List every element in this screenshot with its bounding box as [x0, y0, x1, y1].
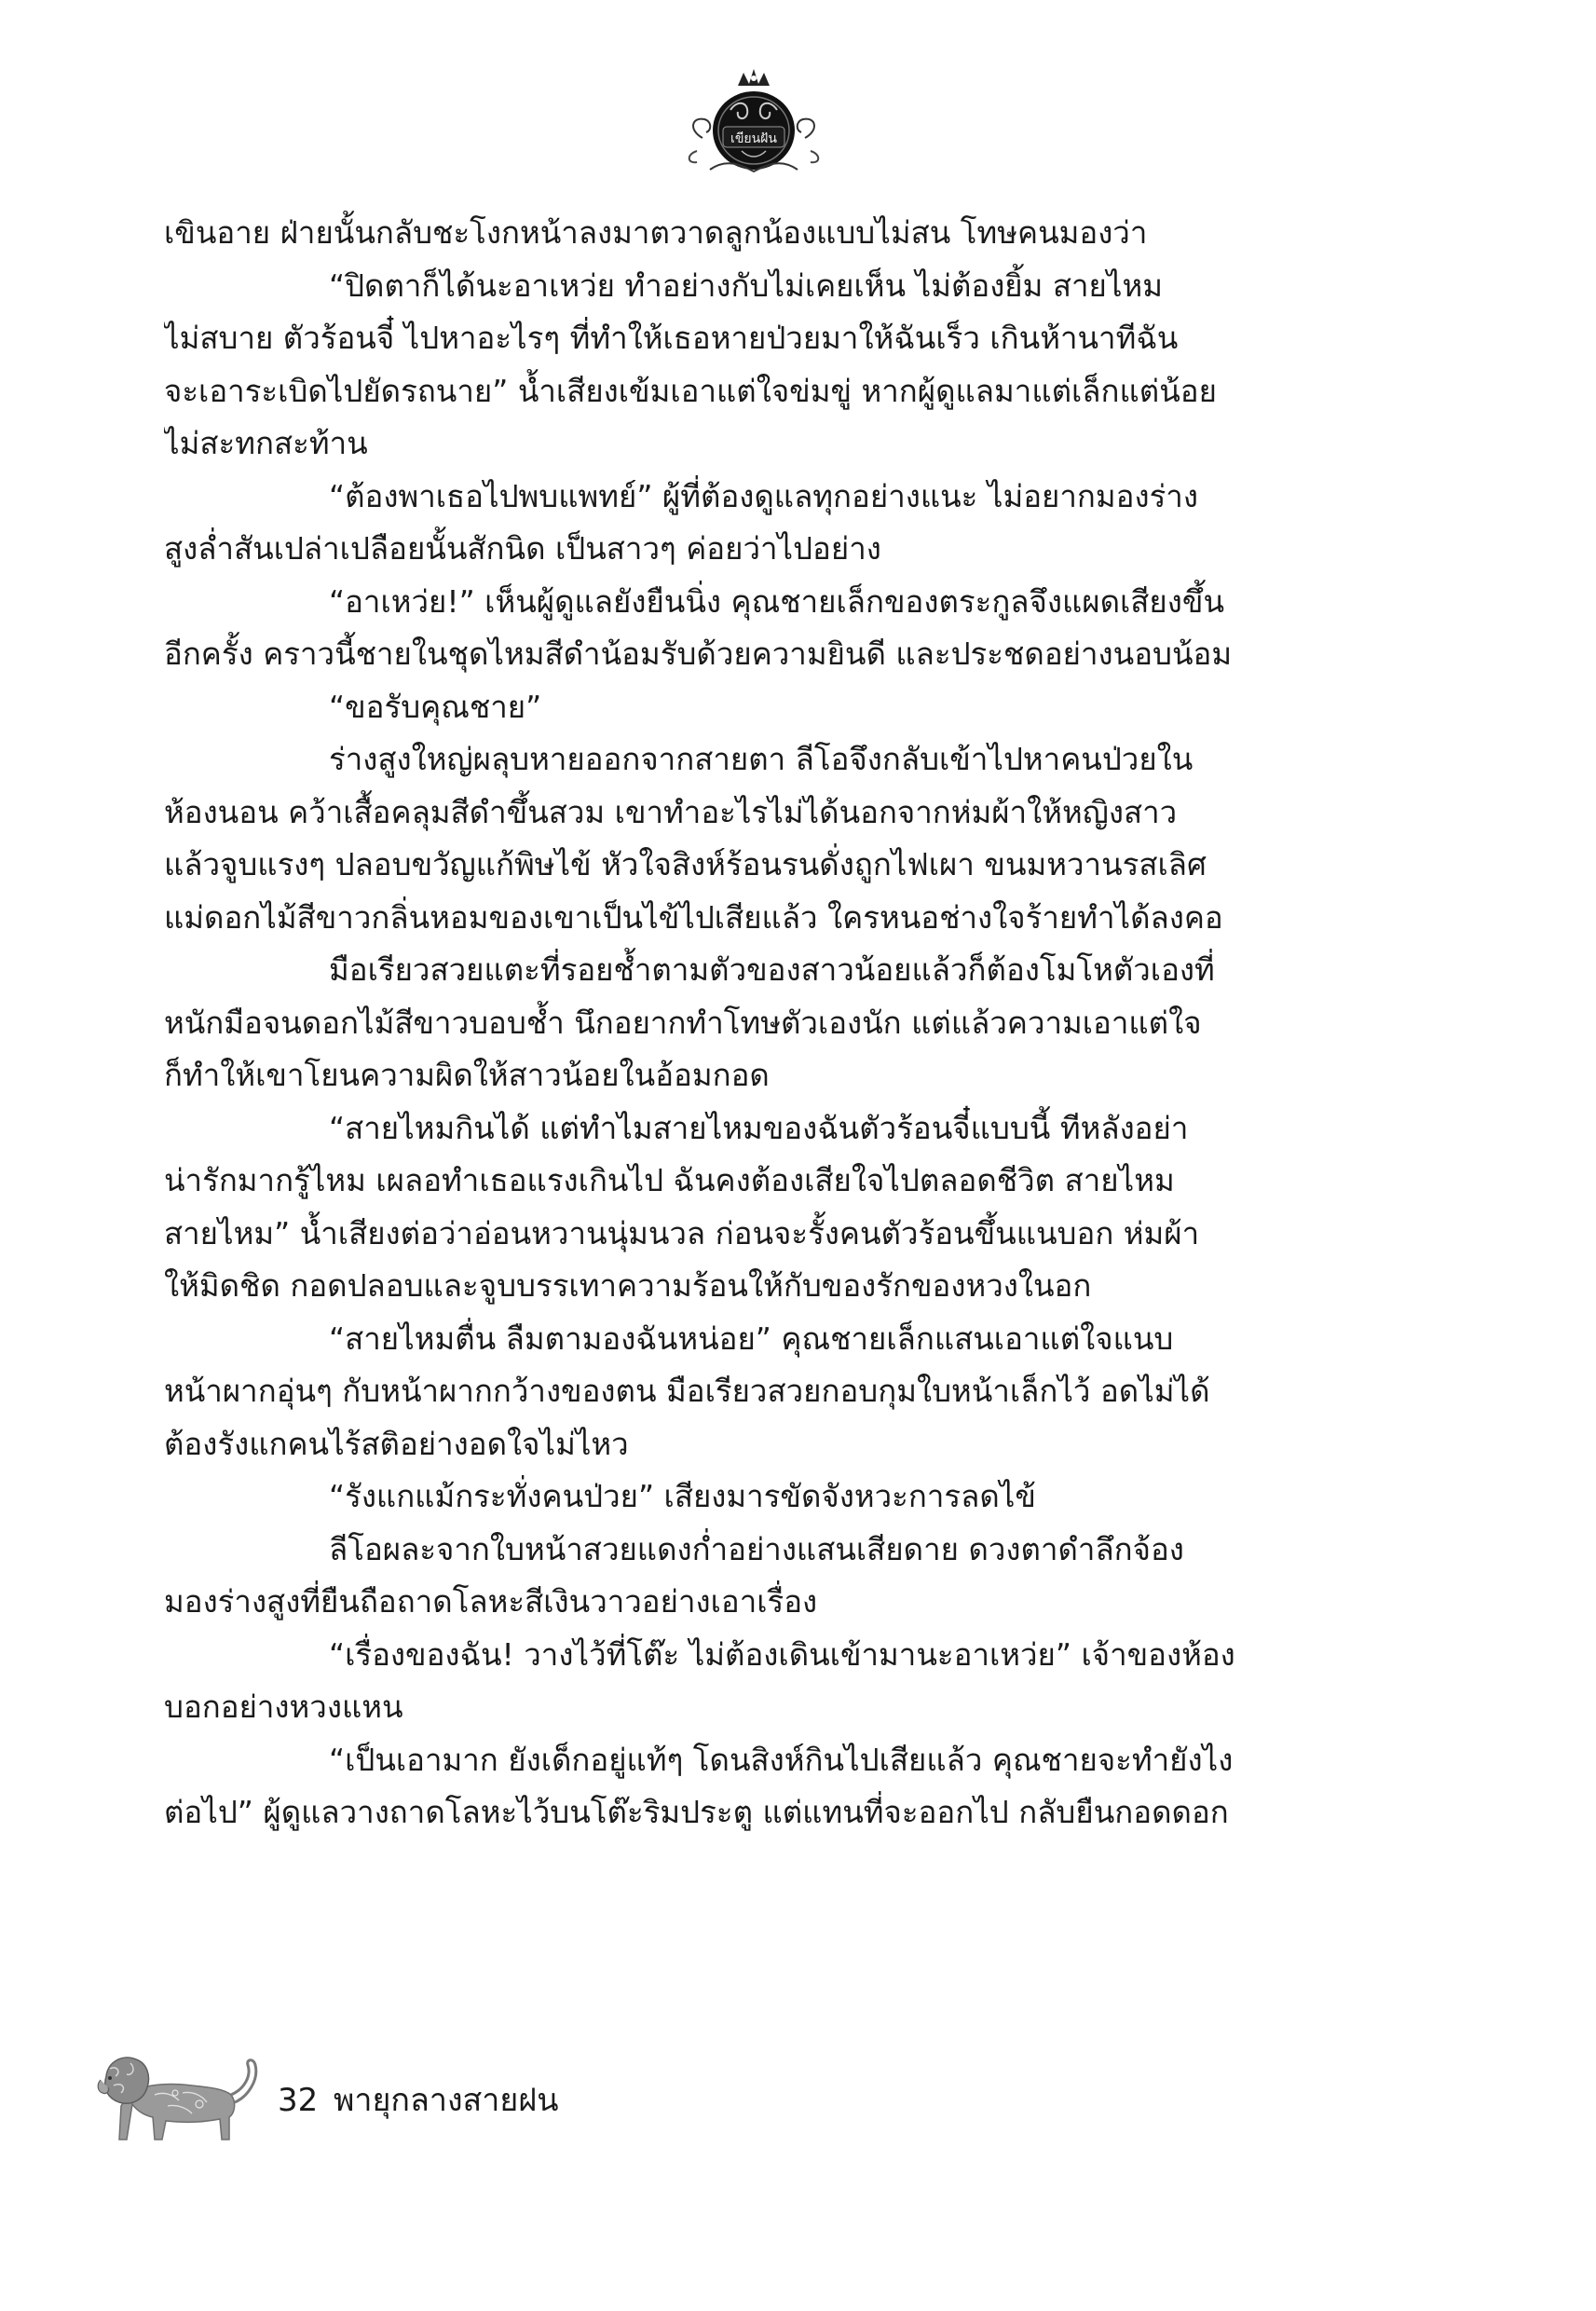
page-footer: [89, 2048, 742, 2151]
text-line: “ปิดตาก็ได้นะอาเหว่ย ทำอย่างกับไม่เคยเห็น ไม่ต้องยิ้ม สายไหม: [329, 267, 1163, 304]
text-line: “เป็นเอามาก ยังเด็กอยู่แท้ๆ โดนสิงห์กินไปเสียแล้ว คุณชายจะทำยังไง: [329, 1741, 1234, 1778]
text-line: แม่ดอกไม้สีขาวกลิ่นหอมของเขาเป็นไข้ไปเสียแล้ว ใครหนอช่างใจร้ายทำได้ลงคอ: [164, 898, 1223, 936]
text-line: มือเรียวสวยแตะที่รอยช้ำตามตัวของสาวน้อยแล้วก็ต้องโมโหตัวเองที่: [329, 951, 1215, 988]
text-line: “สายไหมกินได้ แต่ทำไมสายไหมของฉันตัวร้อนจี๋แบบนี้ ทีหลังอย่า: [329, 1109, 1189, 1146]
book-title: พายุกลางสายฝน: [334, 2082, 559, 2119]
text-line: ไม่สบาย ตัวร้อนจี๋ ไปหาอะไรๆ ที่ทำให้เธอหายป่วยมาให้ฉันเร็ว เกินห้านาทีฉัน: [164, 320, 1179, 356]
text-line: ก็ทำให้เขาโยนความผิดให้สาวน้อยในอ้อมกอด: [164, 1057, 770, 1093]
body-text: [164, 207, 1329, 1839]
text-line: ให้มิดชิด กอดปลอบและจูบบรรเทาความร้อนให้กับของรักของหวงในอก: [164, 1267, 1092, 1304]
text-line: หนักมือจนดอกไม้สีขาวบอบช้ำ นึกอยากทำโทษตัวเองนัก แต่แล้วความเอาแต่ใจ: [164, 1004, 1202, 1041]
text-line: บอกอย่างหวงแหน: [164, 1689, 403, 1725]
text-line: “ต้องพาเธอไปพบแพทย์” ผู้ที่ต้องดูแลทุกอย่างแนะ ไม่อยากมองร่าง: [329, 477, 1198, 514]
text-line: หน้าผากอุ่นๆ กับหน้าผากกว้างของตน มือเรียวสวยกอบกุมใบหน้าเล็กไว้ อดไม่ได้: [164, 1373, 1210, 1409]
text-line: อีกครั้ง คราวนี้ชายในชุดไหมสีดำน้อมรับด้วยความยินดี และประชดอย่างนอบน้อม: [164, 636, 1233, 672]
text-line: แล้วจูบแรงๆ ปลอบขวัญแก้พิษไข้ หัวใจสิงห์ร้อนรนดั่งถูกไฟเผา ขนมหวานรสเลิศ: [164, 846, 1207, 882]
text-line: “สายไหมตื่น ลืมตามองฉันหน่อย” คุณชายเล็กแสนเอาแต่ใจแนบ: [329, 1320, 1174, 1357]
page-number: 32: [278, 2082, 319, 2119]
text-line: สูงล่ำสันเปล่าเปลือยนั้นสักนิด เป็นสาวๆ ค่อยว่าไปอย่าง: [164, 530, 881, 567]
text-line: ต่อไป” ผู้ดูแลวางถาดโลหะไว้บนโต๊ะริมประตู แต่แทนที่จะออกไป กลับยืนกอดดอก: [164, 1794, 1229, 1830]
text-line: ไม่สะทกสะท้าน: [164, 425, 368, 461]
text-line: ห้องนอน คว้าเสื้อคลุมสีดำขึ้นสวม เขาทำอะไรไม่ได้นอกจากห่มผ้าให้หญิงสาว: [164, 793, 1178, 830]
walking-lion-icon: [89, 2048, 266, 2146]
text-line: จะเอาระเบิดไปยัดรถนาย” น้ำเสียงเข้มเอาแต่ใจข่มขู่ หากผู้ดูแลมาแต่เล็กแต่น้อย: [164, 372, 1217, 409]
text-line: เขินอาย ฝ่ายนั้นกลับชะโงกหน้าลงมาตวาดลูกน้องแบบไม่สน โทษคนมองว่า: [164, 214, 1148, 251]
text-line: “อาเหว่ย!” เห็นผู้ดูแลยังยืนนิ่ง คุณชายเล็กของตระกูลจึงแผดเสียงขึ้น: [329, 582, 1224, 620]
paragraph-lines: [164, 207, 1329, 1839]
text-line: น่ารักมากรู้ไหม เผลอทำเธอแรงเกินไป ฉันคงต้องเสียใจไปตลอดชีวิต สายไหม: [164, 1162, 1175, 1198]
text-line: “ขอรับคุณชาย”: [329, 688, 542, 725]
text-line: มองร่างสูงที่ยืนถือถาดโลหะสีเงินวาวอย่างเอาเรื่อง: [164, 1583, 818, 1620]
text-line: ลีโอผละจากใบหน้าสวยแดงก่ำอย่างแสนเสียดาย ดวงตาดำลึกจ้อง: [329, 1530, 1184, 1567]
text-line: ต้องรังแกคนไร้สติอย่างอดใจไม่ไหว: [164, 1425, 629, 1462]
text-line: “เรื่องของฉัน! วางไว้ที่โต๊ะ ไม่ต้องเดินเข้ามานะอาเหว่ย” เจ้าของห้อง: [329, 1635, 1235, 1673]
text-line: ร่างสูงใหญ่ผลุบหายออกจากสายตา ลีโอจึงกลับเข้าไปหาคนป่วยใน: [329, 741, 1194, 777]
text-line: “รังแกแม้กระทั่งคนป่วย” เสียงมารขัดจังหวะการลดไข้: [329, 1478, 1036, 1514]
text-line: สายไหม” น้ำเสียงต่อว่าอ่อนหวานนุ่มนวล ก่อนจะรั้งคนตัวร้อนขึ้นแนบอก ห่มผ้า: [164, 1214, 1200, 1251]
ornamental-crest-icon: [684, 65, 824, 177]
emblem-label: เขียนฝัน: [730, 131, 777, 146]
